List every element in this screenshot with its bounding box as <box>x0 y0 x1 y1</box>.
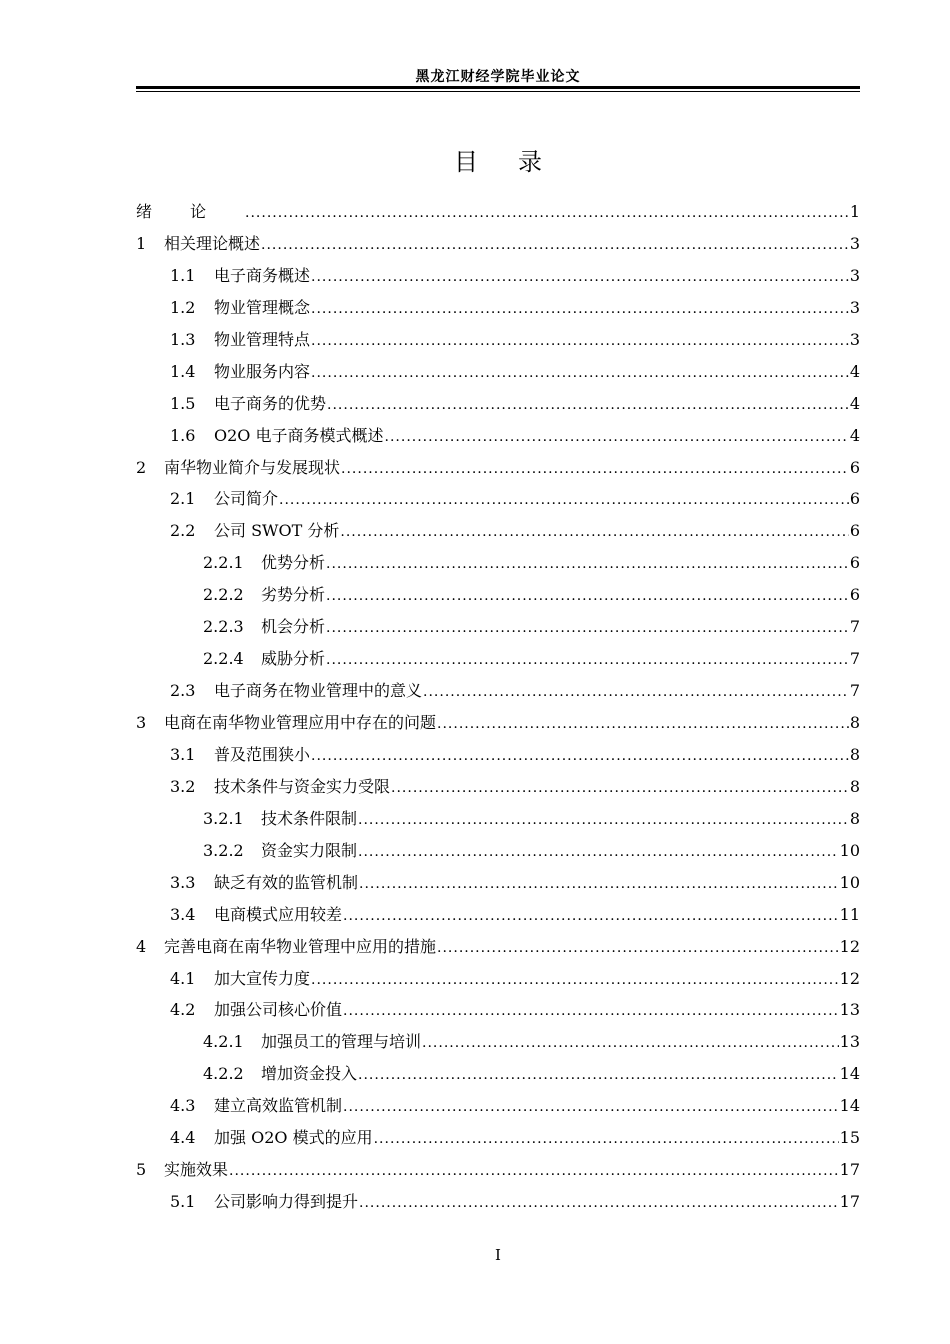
toc-dot-leader <box>261 230 849 262</box>
toc-entry-title: 公司 SWOT 分析 <box>214 521 340 541</box>
toc-entry-page: 3 <box>849 265 860 285</box>
toc-dot-leader <box>437 709 849 741</box>
table-of-contents <box>136 196 860 1218</box>
toc-entry[interactable] <box>136 547 860 579</box>
toc-entry-number: 3.4 <box>170 904 196 924</box>
toc-entry-page: 11 <box>839 904 860 924</box>
toc-entry-title: 资金实力限制 <box>261 840 358 860</box>
toc-dot-leader <box>358 805 849 837</box>
toc-entry-number: 3.2.2 <box>203 840 244 860</box>
toc-entry-page: 10 <box>839 840 860 860</box>
toc-entry-page: 6 <box>849 585 860 605</box>
toc-entry-title: 劣势分析 <box>261 585 326 605</box>
toc-entry-title: 物业管理特点 <box>214 329 311 349</box>
toc-entry-page: 7 <box>849 649 860 669</box>
toc-entry-number: 2.2.1 <box>203 553 244 573</box>
toc-entry-page: 17 <box>839 1192 860 1212</box>
toc-dot-leader <box>311 965 839 997</box>
toc-dot-leader <box>326 613 849 645</box>
toc-entry[interactable] <box>136 739 860 771</box>
toc-entry-number: 1 <box>136 233 147 253</box>
toc-entry-page: 14 <box>839 1096 860 1116</box>
toc-dot-leader <box>311 262 849 294</box>
toc-entry-number: 1.4 <box>170 361 196 381</box>
toc-dot-leader <box>311 358 849 390</box>
toc-entry-number: 4.3 <box>170 1096 196 1116</box>
toc-entry[interactable] <box>136 835 860 867</box>
toc-dot-leader <box>311 741 849 773</box>
toc-entry[interactable] <box>136 867 860 899</box>
toc-dot-leader <box>374 1124 839 1156</box>
toc-entry[interactable] <box>136 452 860 484</box>
toc-entry[interactable] <box>136 196 860 228</box>
toc-entry[interactable] <box>136 931 860 963</box>
toc-entry-page: 15 <box>839 1128 860 1148</box>
toc-entry-page: 6 <box>849 553 860 573</box>
toc-entry-page: 3 <box>849 233 860 253</box>
toc-entry-title: 南华物业简介与发展现状 <box>164 457 341 477</box>
toc-entry-title: 电子商务概述 <box>214 265 311 285</box>
toc-entry-number: 4.2.2 <box>203 1064 244 1084</box>
toc-entry-number: 5 <box>136 1160 147 1180</box>
toc-entry[interactable] <box>136 356 860 388</box>
toc-entry[interactable] <box>136 483 860 515</box>
toc-entry[interactable] <box>136 324 860 356</box>
toc-entry-page: 3 <box>849 297 860 317</box>
toc-entry-title: O2O 电子商务模式概述 <box>214 425 384 445</box>
toc-dot-leader <box>229 1156 839 1188</box>
toc-entry-page: 4 <box>849 361 860 381</box>
running-header: 黑龙江财经学院毕业论文 <box>415 69 581 85</box>
toc-dot-leader <box>423 677 849 709</box>
toc-dot-leader <box>359 869 839 901</box>
toc-entry-title: 物业服务内容 <box>214 361 311 381</box>
toc-entry-page: 6 <box>849 457 860 477</box>
toc-entry-page: 6 <box>849 521 860 541</box>
toc-entry-title: 技术条件限制 <box>261 808 358 828</box>
toc-entry-title: 缺乏有效的监管机制 <box>214 872 359 892</box>
toc-entry-title: 公司影响力得到提升 <box>214 1192 359 1212</box>
toc-entry[interactable] <box>136 228 860 260</box>
toc-dot-leader <box>437 933 839 965</box>
toc-entry[interactable] <box>136 771 860 803</box>
toc-entry-number: 4 <box>136 936 147 956</box>
toc-entry[interactable] <box>136 260 860 292</box>
toc-entry-number: 2 <box>136 457 147 477</box>
toc-entry-number: 1.2 <box>170 297 196 317</box>
toc-entry-number: 3.1 <box>170 744 196 764</box>
toc-entry-page: 4 <box>849 425 860 445</box>
toc-entry-number: 3 <box>136 713 147 732</box>
toc-entry-number: 4.2 <box>170 1000 196 1020</box>
toc-entry-title: 物业管理概念 <box>214 297 311 317</box>
toc-entry-title: 相关理论概述 <box>164 233 261 253</box>
toc-entry-title: 增加资金投入 <box>261 1064 358 1084</box>
toc-entry-title: 加强 O2O 模式的应用 <box>214 1128 373 1148</box>
toc-entry-title: 实施效果 <box>164 1160 229 1180</box>
toc-entry-number: 2.1 <box>170 489 196 509</box>
toc-entry-number: 1.3 <box>170 329 196 349</box>
toc-dot-leader <box>311 294 849 326</box>
toc-entry-title: 普及范围狭小 <box>214 744 311 764</box>
toc-entry[interactable] <box>136 611 860 643</box>
toc-entry[interactable] <box>136 1186 860 1218</box>
toc-entry-number: 2.2.2 <box>203 585 244 605</box>
toc-entry-title: 完善电商在南华物业管理中应用的措施 <box>164 936 437 956</box>
toc-entry-number: 4.1 <box>170 968 196 988</box>
toc-entry-title: 电商模式应用较差 <box>214 904 343 924</box>
toc-entry-page: 10 <box>839 872 860 892</box>
toc-entry-title: 加大宣传力度 <box>214 968 311 988</box>
toc-entry-number: 2.2.3 <box>203 617 244 637</box>
toc-dot-leader <box>422 1028 839 1060</box>
toc-dot-leader <box>326 581 849 613</box>
toc-entry-title: 技术条件与资金实力受限 <box>214 776 391 796</box>
toc-entry-number: 3.3 <box>170 872 196 892</box>
toc-entry-title: 公司简介 <box>214 489 279 509</box>
toc-entry[interactable] <box>136 1026 860 1058</box>
toc-entry[interactable] <box>136 1058 860 1090</box>
toc-dot-leader <box>326 549 849 581</box>
toc-entry-page: 17 <box>839 1160 860 1180</box>
toc-entry-number: 1.5 <box>170 393 196 413</box>
toc-dot-leader <box>311 326 849 358</box>
toc-entry[interactable] <box>136 1154 860 1186</box>
toc-entry-page: 12 <box>839 968 860 988</box>
toc-entry-title: 机会分析 <box>261 617 326 637</box>
toc-entry-number: 2.3 <box>170 681 196 701</box>
toc-entry-title: 电商在南华物业管理应用中存在的问题 <box>164 713 437 732</box>
toc-dot-leader <box>341 454 849 486</box>
toc-entry-page: 1 <box>849 202 860 221</box>
toc-entry-page: 8 <box>849 776 860 796</box>
toc-entry[interactable] <box>136 420 860 452</box>
toc-entry-page: 7 <box>849 617 860 637</box>
toc-entry-number: 4.2.1 <box>203 1032 244 1052</box>
toc-entry-title: 威胁分析 <box>261 649 326 669</box>
toc-entry-page: 8 <box>849 808 860 828</box>
toc-entry[interactable] <box>136 707 860 739</box>
toc-entry[interactable] <box>136 388 860 420</box>
toc-entry-number: 3.2.1 <box>203 808 244 828</box>
page-number: I <box>495 1246 501 1264</box>
toc-entry-number: 5.1 <box>170 1192 196 1212</box>
toc-entry-title: 优势分析 <box>261 553 326 573</box>
toc-entry-page: 4 <box>849 393 860 413</box>
toc-entry[interactable] <box>136 579 860 611</box>
toc-dot-leader <box>343 901 839 933</box>
toc-dot-leader <box>385 422 849 454</box>
toc-dot-leader <box>327 390 849 422</box>
toc-entry[interactable] <box>136 292 860 324</box>
toc-entry-title: 加强员工的管理与培训 <box>261 1032 422 1052</box>
toc-entry-page: 6 <box>849 489 860 509</box>
header-rule-thick <box>136 86 860 89</box>
toc-entry[interactable] <box>136 1122 860 1154</box>
toc-entry-number: 1.1 <box>170 265 196 285</box>
toc-dot-leader <box>358 837 839 869</box>
toc-entry-number: 2.2.4 <box>203 649 244 669</box>
toc-entry-number: 3.2 <box>170 776 196 796</box>
toc-entry-number: 1.6 <box>170 425 196 445</box>
toc-entry[interactable] <box>136 963 860 995</box>
toc-entry-page: 8 <box>849 744 860 764</box>
toc-entry-title: 加强公司核心价值 <box>214 1000 343 1020</box>
toc-entry-page: 14 <box>839 1064 860 1084</box>
toc-entry-number: 2.2 <box>170 521 196 541</box>
toc-dot-leader <box>391 773 849 805</box>
toc-entry-page: 3 <box>849 329 860 349</box>
toc-dot-leader <box>326 645 849 677</box>
toc-title: 目录 <box>454 148 582 176</box>
toc-entry-title: 建立高效监管机制 <box>214 1096 343 1116</box>
toc-entry[interactable] <box>136 1090 860 1122</box>
toc-dot-leader <box>359 1188 839 1220</box>
toc-entry[interactable] <box>136 994 860 1026</box>
toc-dot-leader <box>358 1060 839 1092</box>
toc-entry[interactable] <box>136 803 860 835</box>
toc-dot-leader <box>340 517 848 549</box>
toc-entry-page: 12 <box>839 936 860 956</box>
toc-dot-leader <box>245 198 849 230</box>
toc-entry[interactable] <box>136 899 860 931</box>
toc-entry[interactable] <box>136 515 860 547</box>
toc-entry[interactable] <box>136 675 860 707</box>
toc-entry-title: 电子商务在物业管理中的意义 <box>214 681 423 701</box>
toc-dot-leader <box>343 996 839 1028</box>
toc-entry-page: 13 <box>839 1000 860 1020</box>
toc-entry-title: 绪论 <box>136 202 245 221</box>
toc-entry-title: 电子商务的优势 <box>214 393 327 413</box>
toc-entry-number: 4.4 <box>170 1128 196 1148</box>
toc-entry-page: 8 <box>849 713 860 732</box>
toc-entry-page: 7 <box>849 681 860 701</box>
toc-dot-leader <box>279 485 849 517</box>
toc-entry-page: 13 <box>839 1032 860 1052</box>
header-rule-thin <box>136 91 860 92</box>
toc-dot-leader <box>343 1092 839 1124</box>
toc-entry[interactable] <box>136 643 860 675</box>
